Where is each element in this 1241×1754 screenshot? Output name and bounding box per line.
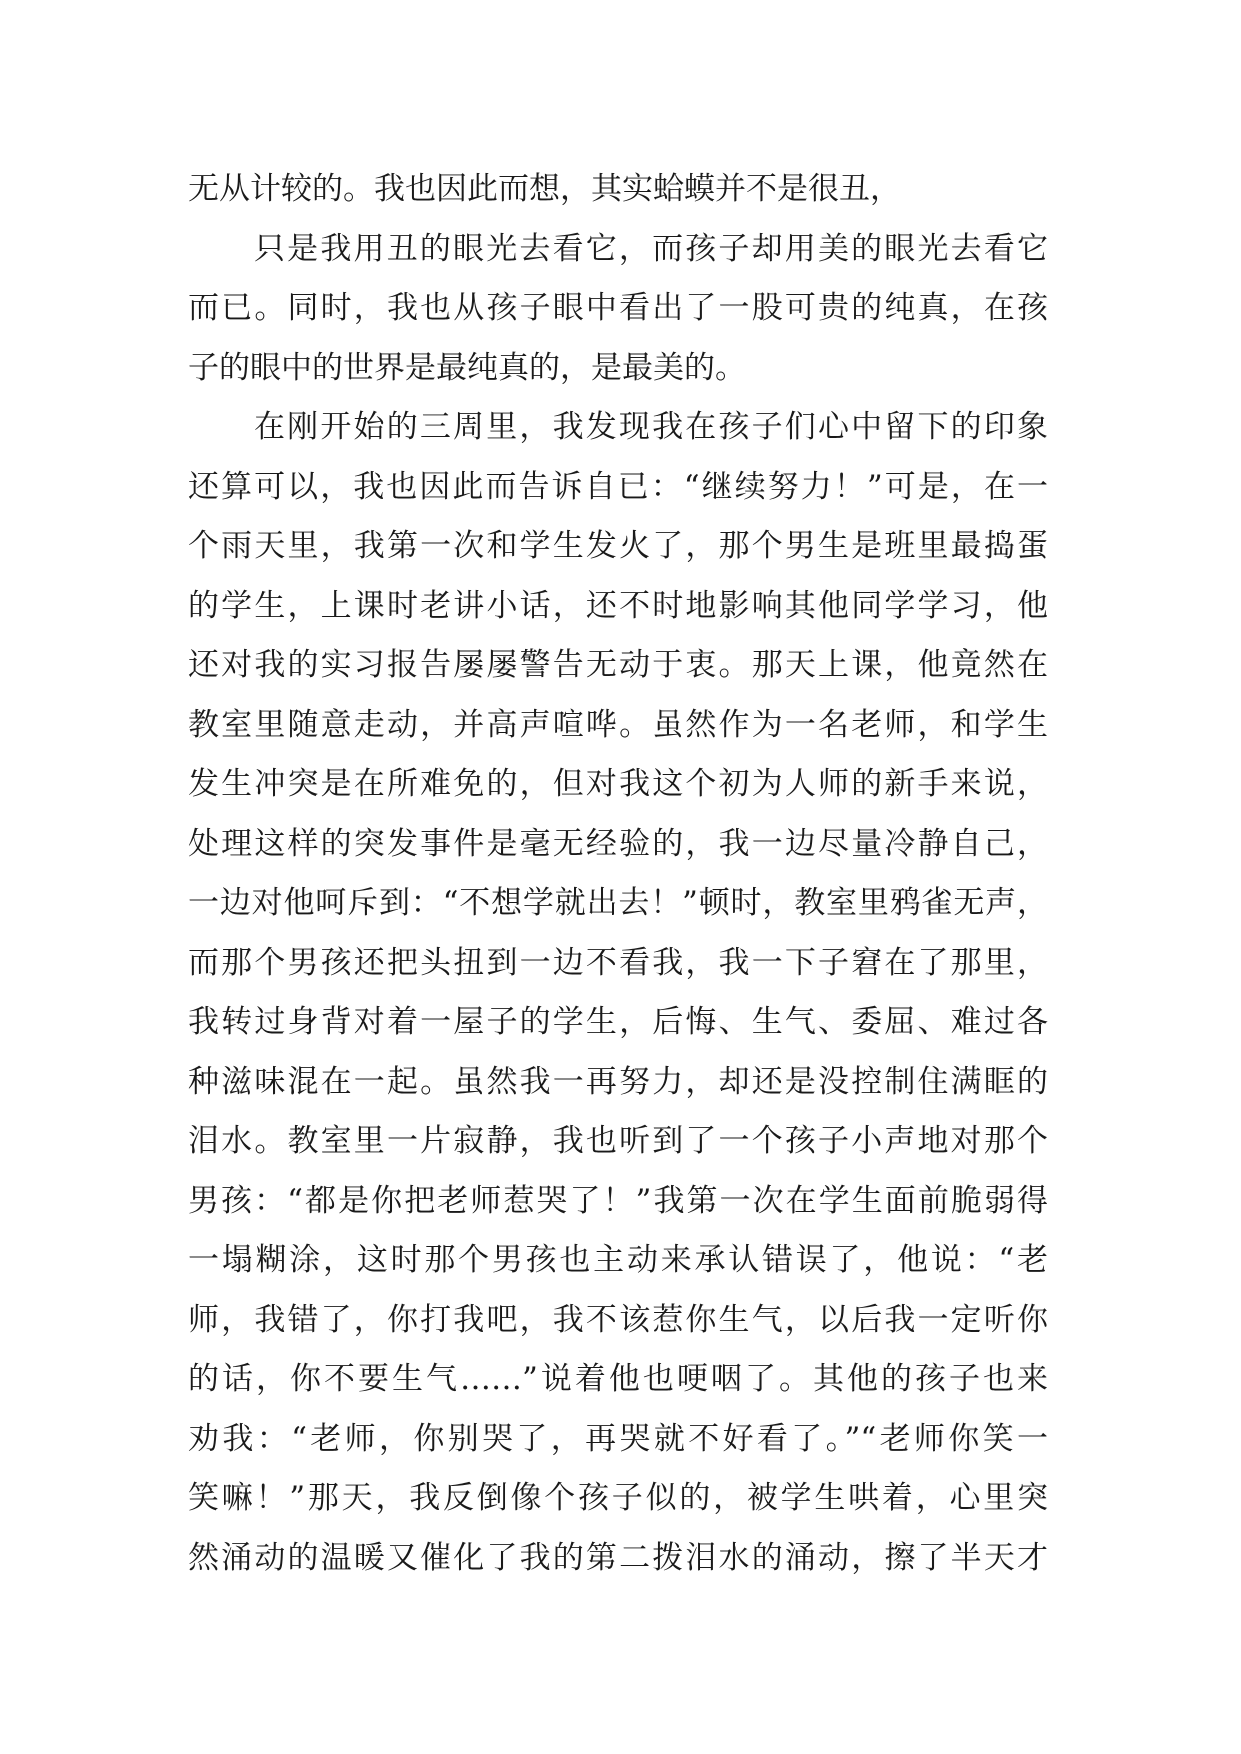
text-line: 还算可以，我也因此而告诉自已：“继续努力！”可是，在一 (188, 468, 1048, 505)
text-line: 子的眼中的世界是最纯真的，是最美的。 (188, 349, 746, 386)
text-line: 而那个男孩还把头扭到一边不看我，我一下子窘在了那里， (188, 944, 1048, 981)
text-line: 的学生，上课时老讲小话，还不时地影响其他同学学习，他 (188, 587, 1048, 624)
text-line: 只是我用丑的眼光去看它，而孩子却用美的眼光去看它 (254, 230, 1048, 267)
text-line: 一边对他呵斥到：“不想学就出去！”顿时，教室里鸦雀无声， (188, 885, 1048, 921)
text-line: 笑嘛！”那天，我反倒像个孩子似的，被学生哄着，心里突 (188, 1480, 1048, 1516)
text-line: 泪水。教室里一片寂静，我也听到了一个孩子小声地对那个 (188, 1123, 1048, 1159)
text-line: 然涌动的温暖又催化了我的第二拨泪水的涌动，擦了半天才 (188, 1539, 1048, 1576)
text-line: 在刚开始的三周里，我发现我在孩子们心中留下的印象 (254, 409, 1048, 445)
text-line: 我转过身背对着一屋子的学生，后悔、生气、委屈、难过各 (188, 1004, 1048, 1040)
text-line: 还对我的实习报告屡屡警告无动于衷。那天上课，他竟然在 (188, 647, 1048, 683)
text-line: 男孩：“都是你把老师惹哭了！”我第一次在学生面前脆弱得 (188, 1182, 1048, 1219)
text-line: 发生冲突是在所难免的，但对我这个初为人师的新手来说， (188, 766, 1048, 802)
text-line: 教室里随意走动，并高声喧哗。虽然作为一名老师，和学生 (188, 706, 1048, 743)
text-line: 无从计较的。我也因此而想，其实蛤蟆并不是很丑， (188, 171, 901, 207)
text-line: 一塌糊涂，这时那个男孩也主动来承认错误了，他说：“老 (188, 1242, 1048, 1278)
text-line: 种滋味混在一起。虽然我一再努力，却还是没控制住满眶的 (188, 1063, 1048, 1100)
body-text (188, 160, 1048, 1588)
text-line: 处理这样的突发事件是毫无经验的，我一边尽量冷静自己， (188, 825, 1048, 862)
text-line: 个雨天里，我第一次和学生发火了，那个男生是班里最捣蛋 (188, 528, 1048, 564)
text-line: 的话，你不要生气……”说着他也哽咽了。其他的孩子也来 (188, 1361, 1048, 1397)
text-line: 师，我错了，你打我吧，我不该惹你生气，以后我一定听你 (188, 1301, 1048, 1338)
text-line: 而已。同时，我也从孩子眼中看出了一股可贵的纯真，在孩 (188, 290, 1048, 326)
text-line: 劝我：“老师，你别哭了，再哭就不好看了。”“老师你笑一 (188, 1420, 1048, 1457)
